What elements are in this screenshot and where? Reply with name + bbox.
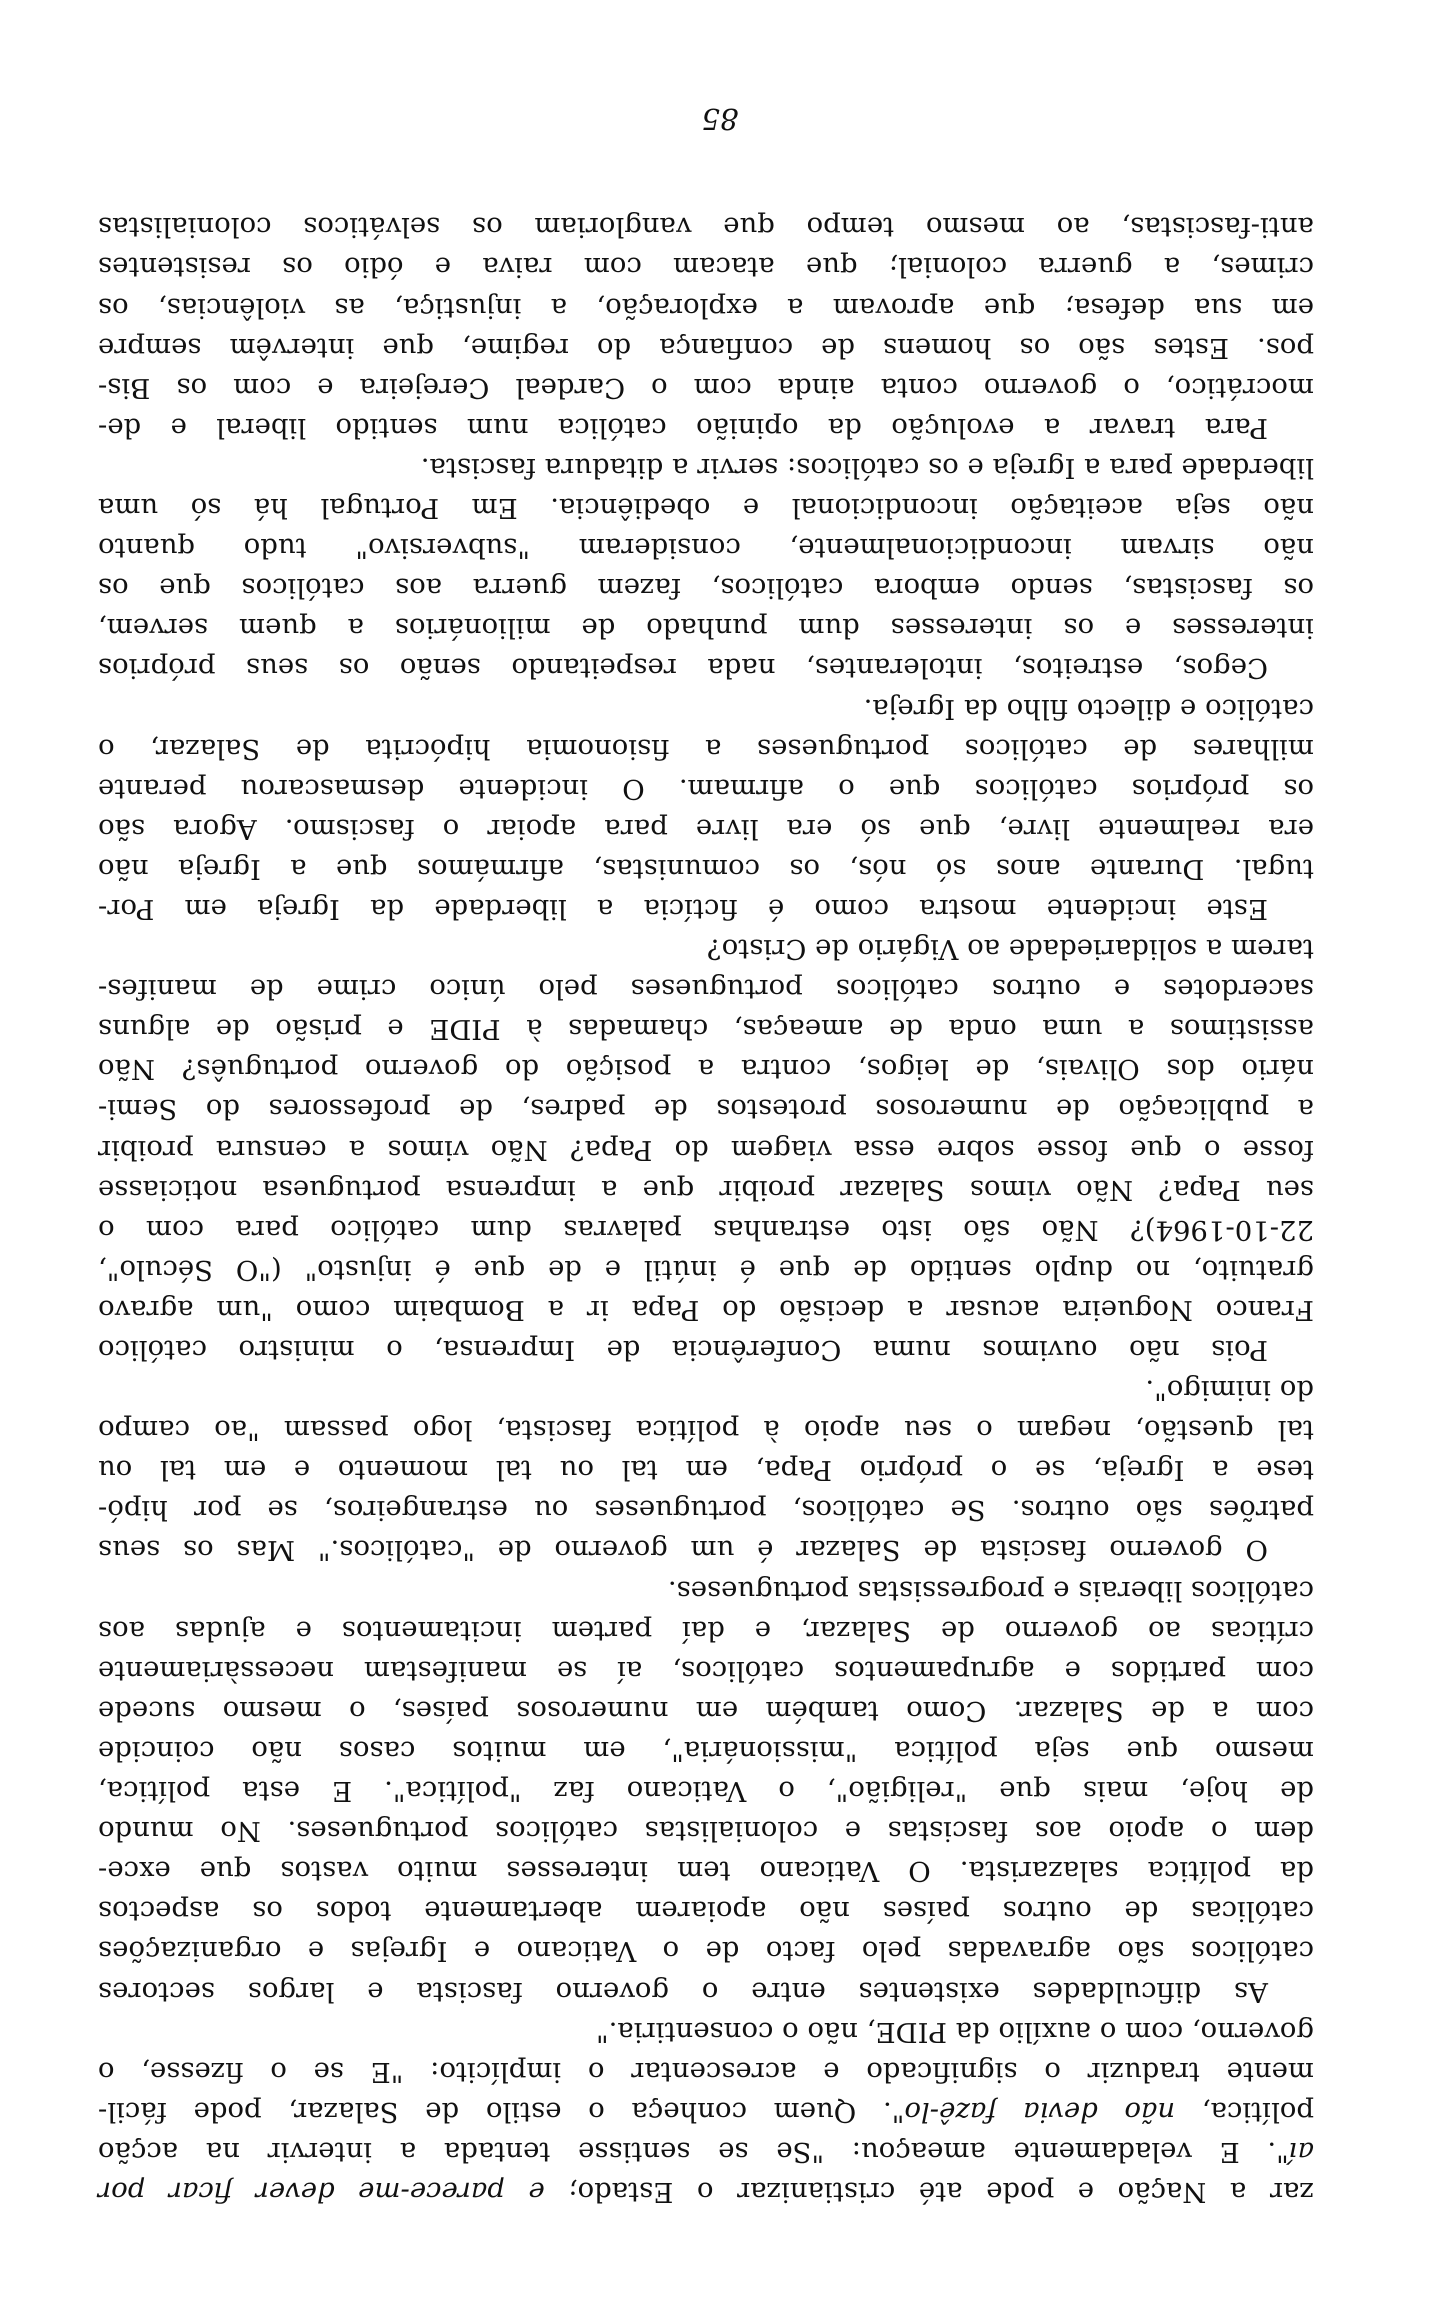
text-run: Cegos, estreitos, intolerantes, nada respeitando senão os seus próprios bbox=[98, 652, 1268, 685]
text-line bbox=[98, 1490, 1314, 1530]
text-run: não seja aceitação incondicional e obediência. Em Portugal há só uma bbox=[98, 492, 1314, 525]
text-line bbox=[98, 1731, 1314, 1771]
text-line bbox=[98, 528, 1314, 568]
text-run: dem o apoio aos fascistas e colonialistas católicos portugueses. No mundo bbox=[98, 1815, 1314, 1848]
text-run: ". E veladamente ameaçou: "Se se sentisse tentada a intervir na acção bbox=[98, 2135, 1289, 2168]
text-line bbox=[98, 769, 1314, 809]
italic-run: não devia fazê-lo bbox=[904, 2095, 1176, 2128]
italic-run: e parece-me dever ficar por bbox=[98, 2176, 545, 2208]
text-run: mocrático, o governo conta ainda com o Cardeal Cerejeira e com os Bis- bbox=[98, 371, 1314, 404]
text-run: interesses e os interesses dum punhado de milionários a quem servem, bbox=[98, 612, 1314, 645]
text-run: críticas ao governo de Salazar, e daí partem incitamentos e ajudas aos bbox=[98, 1614, 1314, 1647]
text-run: em sua defesa; que aprovam a exploração, a injustiça, as violências, os bbox=[98, 291, 1314, 324]
text-line bbox=[98, 1691, 1314, 1731]
page-number: 85 bbox=[701, 102, 739, 136]
text-line bbox=[98, 207, 1314, 247]
text-run: Este incidente mostra como é fictícia a liberdade da Igreja em Por- bbox=[98, 893, 1268, 925]
text-run: tarem a solidariedade ao Vigário de Cristo? bbox=[706, 933, 1314, 966]
text-line bbox=[98, 1170, 1314, 1210]
text-line bbox=[98, 809, 1314, 849]
text-run: O governo fascista de Salazar é um governo de "católicos." Mas os seus bbox=[98, 1534, 1268, 1567]
text-run: os fascistas, sendo embora católicos, fazem guerra aos católicos que os bbox=[98, 572, 1314, 605]
text-run: católicos são agravadas pelo facto de o Vaticano e Igrejas e organizações bbox=[98, 1935, 1314, 1968]
text-run: de hoje, mais que "religião", o Vaticano faz "política". E esta política, bbox=[98, 1775, 1314, 1808]
text-run: 22-10-1964)? Não são isto estranhas palavras dum católico para com o bbox=[98, 1213, 1314, 1246]
text-line bbox=[98, 608, 1314, 648]
text-run: mente traduzir o significado e acrescentar o implícito: "E se o fizesse, o bbox=[98, 2055, 1314, 2088]
text-line bbox=[98, 1571, 1314, 1611]
text-line bbox=[98, 1210, 1314, 1250]
text-run: com partidos e agrupamentos católicos, aí se manifestam necessàriamente bbox=[98, 1654, 1314, 1687]
text-line bbox=[98, 1530, 1314, 1570]
text-line bbox=[98, 849, 1314, 889]
text-run: católico e dilecto filho da Igreja. bbox=[863, 692, 1314, 725]
text-line bbox=[98, 288, 1314, 328]
text-run: nário dos Olivais, de leigos, contra a posição do governo português? Não bbox=[98, 1053, 1314, 1086]
text-line bbox=[98, 1931, 1314, 1971]
text-line bbox=[98, 1651, 1314, 1691]
text-line bbox=[98, 969, 1314, 1009]
text-line bbox=[98, 2052, 1314, 2092]
text-line bbox=[98, 1089, 1314, 1129]
text-line bbox=[98, 889, 1314, 929]
text-run: assistimos a uma onda de ameaças, chamadas à PIDE e prisão de alguns bbox=[98, 1013, 1314, 1046]
text-line bbox=[98, 1811, 1314, 1851]
text-line bbox=[98, 2092, 1314, 2132]
text-run: católicas de outros países não apoiarem abertamente todos os aspectos bbox=[98, 1895, 1314, 1928]
text-run: liberdade para a Igreja e os católicos: servir a ditadura fascista. bbox=[420, 451, 1314, 484]
text-line bbox=[98, 1290, 1314, 1330]
text-run: católicos liberais e progressistas portugueses. bbox=[667, 1574, 1314, 1607]
text-run: Pois não ouvimos numa Conferência de Imprensa, o ministro católico bbox=[98, 1334, 1268, 1367]
text-line bbox=[98, 1971, 1314, 2011]
text-run: milhares de católicos portugueses a fisionomia hipócrita de Salazar, o bbox=[98, 732, 1314, 765]
text-run: pos. Estes são os homens de confiança do regime, que intervêm sempre bbox=[98, 331, 1314, 364]
text-line bbox=[98, 929, 1314, 969]
text-line bbox=[98, 2012, 1314, 2052]
text-line bbox=[98, 1891, 1314, 1931]
text-line bbox=[98, 408, 1314, 448]
text-line bbox=[98, 568, 1314, 608]
text-line bbox=[98, 1771, 1314, 1811]
text-line bbox=[98, 2172, 1314, 2212]
text-line bbox=[98, 1851, 1314, 1891]
text-line bbox=[98, 2132, 1314, 2172]
text-run: mesmo que seja política "missionária", em muitos casos não coincide bbox=[98, 1734, 1314, 1767]
text-run: tese a Igreja, se o próprio Papa, em tal ou tal momento e em tal ou bbox=[98, 1454, 1314, 1487]
text-line bbox=[98, 1250, 1314, 1290]
text-run: os próprios católicos que o afirmam. O incidente desmascarou perante bbox=[98, 772, 1314, 805]
text-run: ". Quem conheça o estilo de Salazar, pode fácil- bbox=[98, 2095, 905, 2128]
text-line bbox=[98, 1129, 1314, 1169]
text-run: sacerdotes e outros católicos portugueses pelo único crime de manifes- bbox=[98, 973, 1314, 1006]
text-run: governo, com o auxílio da PIDE, não o consentiria." bbox=[596, 2015, 1314, 2048]
text-line bbox=[98, 1009, 1314, 1049]
text-line bbox=[98, 1450, 1314, 1490]
text-line bbox=[98, 1611, 1314, 1651]
text-run: do inimigo". bbox=[1145, 1374, 1314, 1407]
text-line bbox=[98, 1330, 1314, 1370]
body-text bbox=[98, 207, 1314, 2212]
text-line bbox=[98, 1410, 1314, 1450]
text-run: da política salazarista. O Vaticano tem interesses muito vastos que exce- bbox=[98, 1855, 1314, 1888]
text-run: Franco Nogueira acusar a decisão do Papa ir a Bombaim como "um agravo bbox=[98, 1293, 1314, 1326]
text-line bbox=[98, 729, 1314, 769]
text-run: seu Papa? Não vimos Salazar proibir que a imprensa portuguesa noticiasse bbox=[98, 1173, 1314, 1206]
text-run: gratuito, no duplo sentido de que é inútil e de que é injusto" ("O Século", bbox=[98, 1253, 1314, 1286]
text-line bbox=[98, 1049, 1314, 1089]
text-line bbox=[98, 448, 1314, 488]
text-run: crimes, a guerra colonial; que atacam com raiva e ódio os resistentes bbox=[98, 251, 1314, 284]
text-line bbox=[98, 688, 1314, 728]
text-run: As dificuldades existentes entre o governo fascista e largos sectores bbox=[98, 1975, 1268, 2008]
text-run: fosse o que fosse sobre essa viagem do Papa? Não vimos a censura proibir bbox=[98, 1133, 1314, 1166]
text-run: não sirvam incondicionalmente, consideram "subversivo" tudo quanto bbox=[98, 532, 1314, 565]
text-line bbox=[98, 648, 1314, 688]
text-run: a publicação de numerosos protestos de padres, de professores do Semi- bbox=[98, 1093, 1314, 1126]
text-run: política, bbox=[1175, 2095, 1314, 2128]
text-line bbox=[98, 247, 1314, 287]
text-run: com a de Salazar. Como também em numerosos países, o mesmo sucede bbox=[98, 1694, 1314, 1727]
text-line bbox=[98, 328, 1314, 368]
text-run: tal questão, negam o seu apoio à política fascista, logo passam "ao campo bbox=[98, 1414, 1314, 1447]
italic-run: aí bbox=[1288, 2135, 1314, 2168]
text-line bbox=[98, 1370, 1314, 1410]
text-run: era realmente livre, que só era livre para apoiar o fascismo. Agora são bbox=[98, 812, 1314, 845]
text-line bbox=[98, 488, 1314, 528]
text-line bbox=[98, 368, 1314, 408]
text-run: tugal. Durante anos só nós, os comunistas, afirmámos que a Igreja não bbox=[98, 852, 1314, 885]
text-run: zar a Nação e pode até cristianizar o Estado; bbox=[544, 2176, 1314, 2208]
text-run: patrões são outros. Se católicos, portugueses ou estrangeiros, se por hipó- bbox=[98, 1494, 1314, 1527]
text-run: anti-fascistas, ao mesmo tempo que vangloriam os selváticos colonialistas bbox=[98, 211, 1314, 244]
text-run: Para travar a evolução da opinião católica num sentido liberal e de- bbox=[98, 411, 1268, 444]
